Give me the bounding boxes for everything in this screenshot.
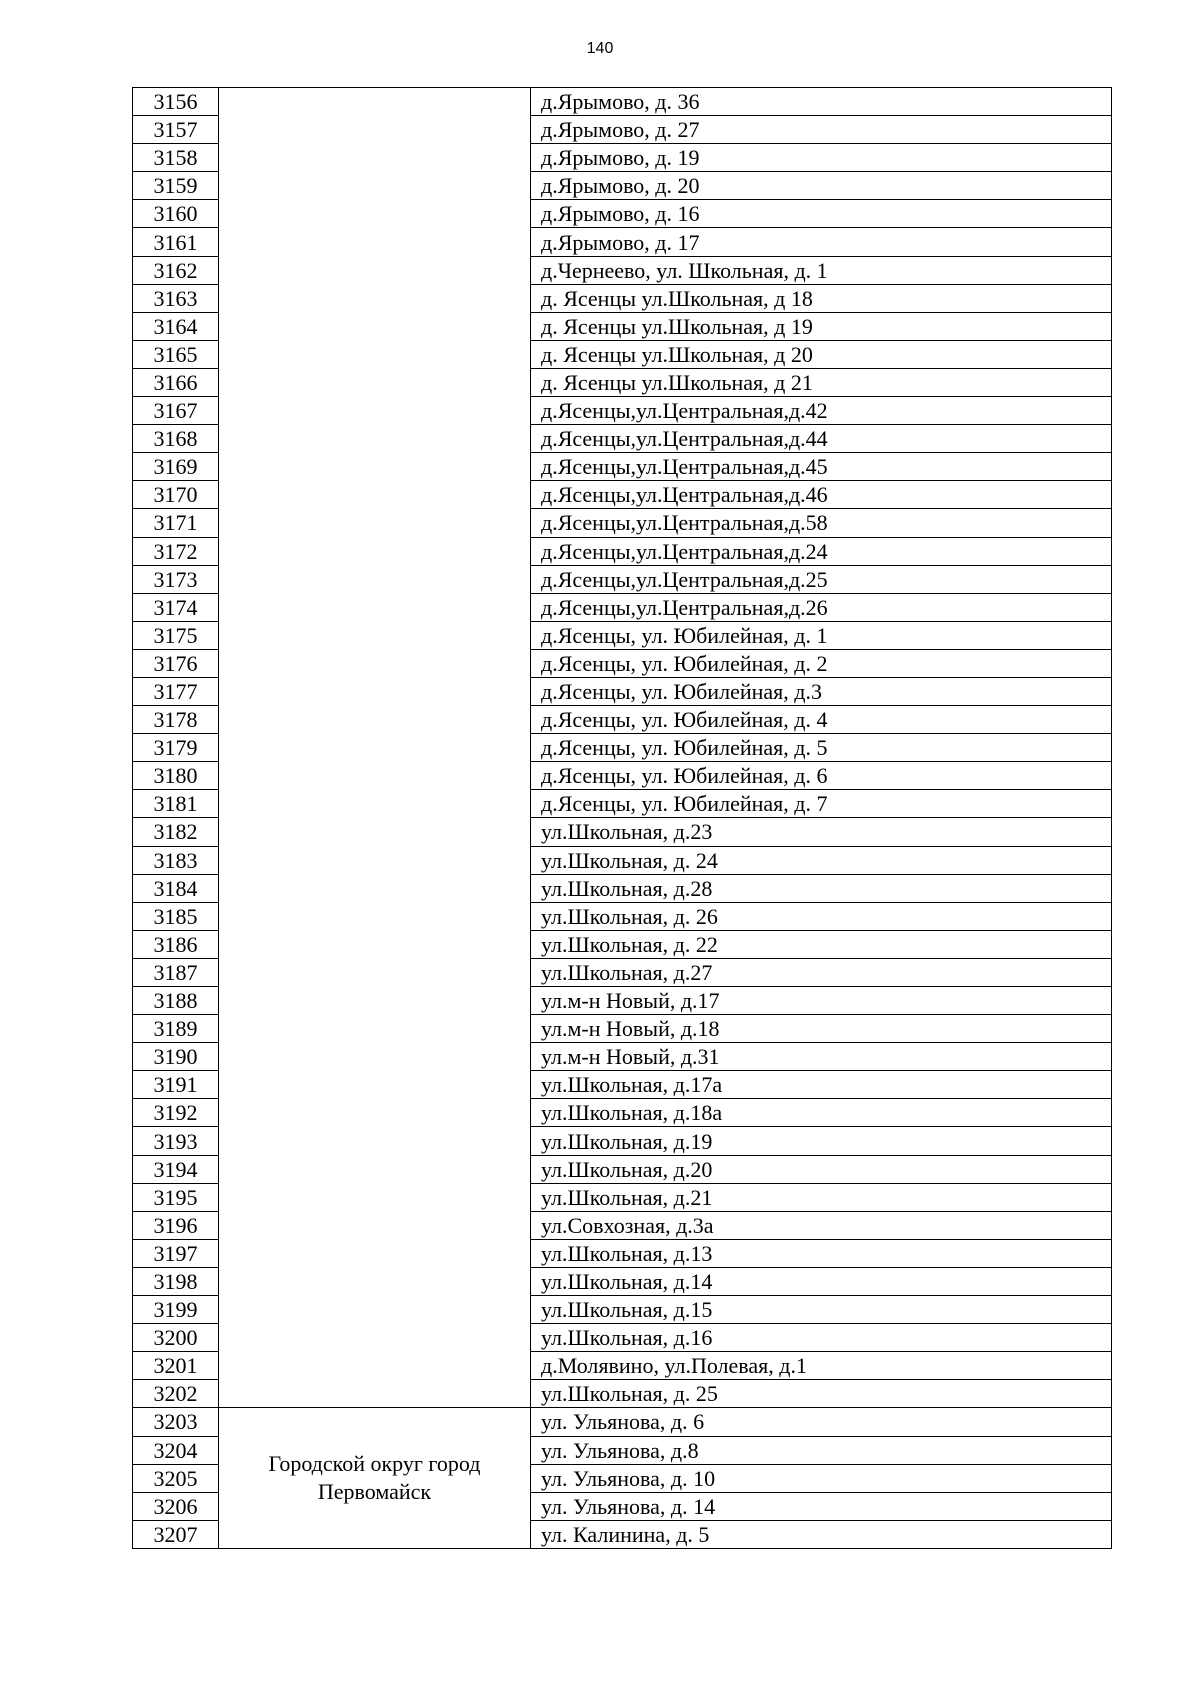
address-cell: ул.Школьная, д.23: [531, 818, 1112, 846]
row-number-cell: 3188: [133, 987, 219, 1015]
row-number-cell: 3165: [133, 340, 219, 368]
address-cell: ул.м-н Новый, д.17: [531, 987, 1112, 1015]
row-number-cell: 3204: [133, 1436, 219, 1464]
row-number-cell: 3172: [133, 537, 219, 565]
address-cell: д. Ясенцы ул.Школьная, д 21: [531, 368, 1112, 396]
address-cell: д.Ясенцы, ул. Юбилейная, д. 2: [531, 649, 1112, 677]
address-cell: д.Ясенцы, ул. Юбилейная, д. 5: [531, 734, 1112, 762]
address-cell: ул. Ульянова, д. 10: [531, 1464, 1112, 1492]
address-cell: ул. Ульянова, д.8: [531, 1436, 1112, 1464]
address-cell: ул.м-н Новый, д.31: [531, 1043, 1112, 1071]
row-number-cell: 3158: [133, 144, 219, 172]
row-number-cell: 3186: [133, 930, 219, 958]
address-cell: д.Ясенцы, ул. Юбилейная, д.3: [531, 677, 1112, 705]
address-cell: ул. Ульянова, д. 14: [531, 1492, 1112, 1520]
row-number-cell: 3168: [133, 425, 219, 453]
row-number-cell: 3166: [133, 368, 219, 396]
page-number: 140: [586, 40, 614, 57]
address-cell: ул.Школьная, д. 24: [531, 846, 1112, 874]
row-number-cell: 3181: [133, 790, 219, 818]
row-number-cell: 3195: [133, 1183, 219, 1211]
address-cell: д.Ясенцы, ул. Юбилейная, д. 7: [531, 790, 1112, 818]
row-number-cell: 3160: [133, 200, 219, 228]
address-cell: д.Ясенцы,ул.Центральная,д.42: [531, 397, 1112, 425]
address-cell: д.Ясенцы,ул.Центральная,д.26: [531, 593, 1112, 621]
address-cell: ул.м-н Новый, д.18: [531, 1015, 1112, 1043]
address-cell: ул.Школьная, д.16: [531, 1324, 1112, 1352]
row-number-cell: 3182: [133, 818, 219, 846]
row-number-cell: 3178: [133, 706, 219, 734]
address-cell: д.Ясенцы,ул.Центральная,д.46: [531, 481, 1112, 509]
row-number-cell: 3167: [133, 397, 219, 425]
row-number-cell: 3193: [133, 1127, 219, 1155]
row-number-cell: 3174: [133, 593, 219, 621]
row-number-cell: 3175: [133, 621, 219, 649]
address-cell: ул.Школьная, д.17а: [531, 1071, 1112, 1099]
row-number-cell: 3199: [133, 1296, 219, 1324]
address-cell: д.Ясенцы,ул.Центральная,д.58: [531, 509, 1112, 537]
municipality-cell: Городской округ город Первомайск: [219, 1408, 531, 1548]
address-cell: ул.Школьная, д.15: [531, 1296, 1112, 1324]
row-number-cell: 3200: [133, 1324, 219, 1352]
address-cell: д.Ярымово, д. 20: [531, 172, 1112, 200]
address-cell: д.Ясенцы,ул.Центральная,д.25: [531, 565, 1112, 593]
address-cell: ул.Школьная, д.14: [531, 1267, 1112, 1295]
municipality-cell: [219, 88, 531, 1408]
row-number-cell: 3196: [133, 1211, 219, 1239]
row-number-cell: 3185: [133, 902, 219, 930]
row-number-cell: 3192: [133, 1099, 219, 1127]
row-number-cell: 3198: [133, 1267, 219, 1295]
address-cell: ул. Калинина, д. 5: [531, 1520, 1112, 1548]
address-cell: д.Ясенцы,ул.Центральная,д.44: [531, 425, 1112, 453]
address-cell: ул.Совхозная, д.3а: [531, 1211, 1112, 1239]
address-cell: ул. Ульянова, д. 6: [531, 1408, 1112, 1436]
row-number-cell: 3180: [133, 762, 219, 790]
address-cell: д.Ярымово, д. 36: [531, 88, 1112, 116]
row-number-cell: 3179: [133, 734, 219, 762]
row-number-cell: 3157: [133, 116, 219, 144]
row-number-cell: 3203: [133, 1408, 219, 1436]
address-cell: д.Ярымово, д. 27: [531, 116, 1112, 144]
address-cell: ул.Школьная, д.20: [531, 1155, 1112, 1183]
row-number-cell: 3173: [133, 565, 219, 593]
table-row: [133, 88, 1112, 116]
address-cell: д.Ясенцы,ул.Центральная,д.45: [531, 453, 1112, 481]
row-number-cell: 3161: [133, 228, 219, 256]
address-cell: ул.Школьная, д.19: [531, 1127, 1112, 1155]
table-body: [133, 88, 1112, 1549]
address-cell: д.Молявино, ул.Полевая, д.1: [531, 1352, 1112, 1380]
row-number-cell: 3156: [133, 88, 219, 116]
row-number-cell: 3184: [133, 874, 219, 902]
row-number-cell: 3183: [133, 846, 219, 874]
table-row: [133, 1408, 1112, 1436]
address-cell: д.Ярымово, д. 16: [531, 200, 1112, 228]
address-cell: д. Ясенцы ул.Школьная, д 20: [531, 340, 1112, 368]
address-table: [132, 87, 1112, 1549]
address-cell: ул.Школьная, д. 25: [531, 1380, 1112, 1408]
row-number-cell: 3190: [133, 1043, 219, 1071]
row-number-cell: 3205: [133, 1464, 219, 1492]
row-number-cell: 3187: [133, 958, 219, 986]
row-number-cell: 3202: [133, 1380, 219, 1408]
address-cell: д.Чернеево, ул. Школьная, д. 1: [531, 256, 1112, 284]
address-cell: д. Ясенцы ул.Школьная, д 19: [531, 312, 1112, 340]
address-cell: ул.Школьная, д.18а: [531, 1099, 1112, 1127]
address-cell: д.Ясенцы,ул.Центральная,д.24: [531, 537, 1112, 565]
address-cell: д.Ярымово, д. 19: [531, 144, 1112, 172]
row-number-cell: 3169: [133, 453, 219, 481]
row-number-cell: 3164: [133, 312, 219, 340]
row-number-cell: 3163: [133, 284, 219, 312]
row-number-cell: 3176: [133, 649, 219, 677]
address-cell: ул.Школьная, д. 26: [531, 902, 1112, 930]
row-number-cell: 3159: [133, 172, 219, 200]
address-cell: ул.Школьная, д.28: [531, 874, 1112, 902]
address-cell: ул.Школьная, д.21: [531, 1183, 1112, 1211]
address-cell: ул.Школьная, д. 22: [531, 930, 1112, 958]
row-number-cell: 3162: [133, 256, 219, 284]
row-number-cell: 3177: [133, 677, 219, 705]
row-number-cell: 3206: [133, 1492, 219, 1520]
row-number-cell: 3191: [133, 1071, 219, 1099]
row-number-cell: 3189: [133, 1015, 219, 1043]
row-number-cell: 3170: [133, 481, 219, 509]
row-number-cell: 3194: [133, 1155, 219, 1183]
address-cell: д.Ясенцы, ул. Юбилейная, д. 1: [531, 621, 1112, 649]
row-number-cell: 3201: [133, 1352, 219, 1380]
address-cell: ул.Школьная, д.13: [531, 1239, 1112, 1267]
address-cell: ул.Школьная, д.27: [531, 958, 1112, 986]
row-number-cell: 3207: [133, 1520, 219, 1548]
address-cell: д.Ярымово, д. 17: [531, 228, 1112, 256]
address-cell: д. Ясенцы ул.Школьная, д 18: [531, 284, 1112, 312]
address-cell: д.Ясенцы, ул. Юбилейная, д. 4: [531, 706, 1112, 734]
row-number-cell: 3197: [133, 1239, 219, 1267]
row-number-cell: 3171: [133, 509, 219, 537]
address-cell: д.Ясенцы, ул. Юбилейная, д. 6: [531, 762, 1112, 790]
